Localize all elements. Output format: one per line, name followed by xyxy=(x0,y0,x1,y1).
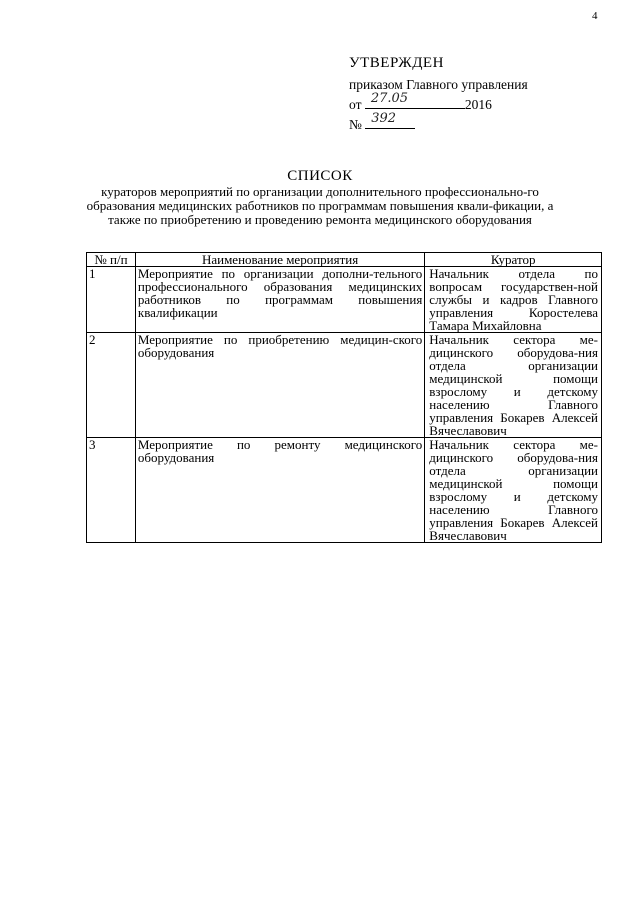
list-title: СПИСОК xyxy=(287,168,353,184)
list-subtitle: кураторов мероприятий по организации дополнительного профессионально-го образования медицинских работников по программам повышения квали-фикации, а также по приобретению и проведению ремонта медицинского оборудования xyxy=(86,184,554,227)
header-number: № п/п xyxy=(87,253,136,267)
row-curator: Начальник сектора ме-дицинского оборудова-ния отдела организации медицинской помощи взрослому и детскому населению Главного управления Бокарев Алексей Вячеславович xyxy=(425,438,602,543)
approval-order-line: приказом Главного управления xyxy=(349,76,528,92)
row-event-name: Мероприятие по организации дополни-тельного профессионального образования медицинских работников по программам повышения квалификации xyxy=(135,267,424,333)
curators-table xyxy=(86,252,602,543)
number-handwritten: 392 xyxy=(371,111,397,127)
approval-title: УТВЕРЖДЕН xyxy=(349,55,444,71)
date-prefix: от xyxy=(349,96,362,112)
table-row xyxy=(87,438,602,543)
page-number: 4 xyxy=(592,10,598,22)
date-handwritten: 27.05 xyxy=(370,91,409,107)
row-number: 3 xyxy=(87,438,136,543)
table-row xyxy=(87,267,602,333)
table-header-row xyxy=(87,253,602,267)
row-number: 1 xyxy=(87,267,136,333)
row-curator: Начальник отдела по вопросам государствен-ной службы и кадров Главного управления Коростелева Тамара Михайловна xyxy=(425,267,602,333)
approval-block xyxy=(349,54,528,133)
row-event-name: Мероприятие по ремонту медицинского оборудования xyxy=(135,438,424,543)
row-event-name: Мероприятие по приобретению медицин-ского оборудования xyxy=(135,333,424,438)
row-number: 2 xyxy=(87,333,136,438)
row-curator: Начальник сектора ме-дицинского оборудова-ния отдела организации медицинской помощи взрослому и детскому населению Главного управления Бокарев Алексей Вячеславович xyxy=(425,333,602,438)
header-name: Наименование мероприятия xyxy=(135,253,424,267)
header-curator: Куратор xyxy=(425,253,602,267)
table-row xyxy=(87,333,602,438)
number-prefix: № xyxy=(349,116,362,132)
date-year: 2016 xyxy=(464,96,492,112)
number-blank xyxy=(365,111,415,129)
approval-number-line xyxy=(349,111,528,134)
date-blank xyxy=(365,91,465,109)
